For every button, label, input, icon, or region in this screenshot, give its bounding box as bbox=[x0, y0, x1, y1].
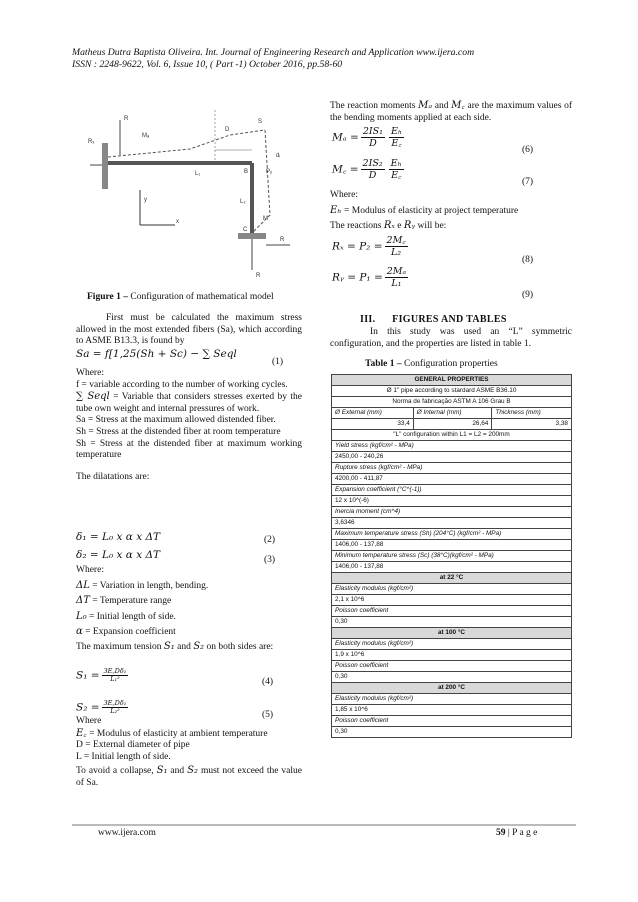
header-issn: ISSN : 2248-9622, Vol. 6, Issue 10, ( Part -1) October 2016, pp.58-60 bbox=[72, 59, 343, 70]
footer-page-number: 59 bbox=[496, 828, 506, 838]
collapse-text-b: and bbox=[167, 766, 188, 777]
table-cell-property-value: 12 x 10^(-6) bbox=[332, 496, 572, 507]
table-cell-elasticity-label: Elasticity modulus (kgf/cm²) bbox=[332, 584, 572, 595]
equation-7-numerator-1: 2IS₂ bbox=[362, 158, 383, 169]
figure-caption-label: Figure 1 – bbox=[87, 292, 128, 302]
equation-8-lhs: Rₓ = P₂ = bbox=[332, 240, 383, 253]
axis-y-label: y bbox=[144, 197, 147, 203]
table-cell-property-label: Inercia moment (cm^4) bbox=[332, 507, 572, 518]
table-row bbox=[332, 441, 572, 452]
table-row bbox=[332, 628, 572, 639]
label-di: dᵢ bbox=[276, 153, 281, 159]
section-heading: III. FIGURES AND TABLES bbox=[360, 314, 507, 325]
equation-8-denominator: L₂ bbox=[391, 247, 402, 258]
reactions-text-c: will be: bbox=[415, 221, 447, 232]
label-ma: Mₐ bbox=[142, 133, 150, 139]
def-alpha bbox=[76, 626, 302, 639]
table-row bbox=[332, 375, 572, 386]
label-mc: M bbox=[263, 216, 268, 222]
equation-5-lhs: S₂ = bbox=[76, 701, 100, 714]
reactions-intro bbox=[330, 220, 572, 233]
table-row bbox=[332, 540, 572, 551]
equation-1-number: (1) bbox=[272, 357, 284, 367]
def-d: D = External diameter of pipe bbox=[76, 740, 190, 751]
table-cell-property-value: 2450,00 - 240,26 bbox=[332, 452, 572, 463]
table-row bbox=[332, 694, 572, 705]
def-dt-text: = Temperature range bbox=[89, 596, 172, 607]
tension-text-b: and bbox=[174, 641, 194, 652]
table-cell-elasticity-value: 1,9 x 10^6 bbox=[332, 650, 572, 661]
table-cell-poisson-value: 0,30 bbox=[332, 727, 572, 738]
equation-4-denominator: L₁² bbox=[110, 675, 120, 683]
equation-7-denominator-1: D bbox=[368, 170, 377, 181]
equation-8 bbox=[332, 235, 410, 258]
table-row bbox=[332, 386, 572, 397]
def-dt bbox=[76, 595, 302, 608]
equation-9-lhs: Rᵧ = P₁ = bbox=[332, 271, 383, 284]
equation-4-number: (4) bbox=[262, 677, 274, 687]
table-cell-pipe: Ø 1" pipe according to stardard ASME B36.10 bbox=[332, 386, 572, 397]
table-cell-thickness: 3,38 bbox=[492, 419, 572, 430]
table-head-external: Ø External (mm) bbox=[332, 408, 414, 419]
dl-symbol: ΔL bbox=[76, 579, 90, 591]
equation-9-number: (9) bbox=[522, 290, 534, 300]
equation-5 bbox=[76, 700, 130, 715]
header-citation: Matheus Dutra Baptista Oliveira. Int. Journal of Engineering Research and Application www.ijera.com bbox=[72, 47, 475, 58]
equation-4-lhs: S₁ = bbox=[76, 669, 100, 682]
equation-5-number: (5) bbox=[262, 710, 274, 720]
equation-6-numerator-2: Eₕ bbox=[390, 126, 403, 137]
table-row bbox=[332, 419, 572, 430]
reactions-text-a: The reactions bbox=[330, 221, 384, 232]
table-cell-property-value: 1406,00 - 137,88 bbox=[332, 562, 572, 573]
label-py: Pᵧ bbox=[266, 169, 272, 175]
table-row bbox=[332, 485, 572, 496]
collapse-note bbox=[76, 765, 302, 789]
def-dl-text: = Variation in length, bending. bbox=[89, 580, 209, 591]
equation-4-fraction bbox=[102, 668, 129, 683]
table-row bbox=[332, 650, 572, 661]
ec-symbol: E꜀ bbox=[76, 727, 87, 739]
s2-symbol: S₂ bbox=[193, 640, 205, 652]
tension-intro bbox=[76, 641, 302, 654]
def-sc: Sh = Stress at the distended fiber at maximum working temperature bbox=[76, 438, 302, 461]
table-row bbox=[332, 507, 572, 518]
equation-5-denominator: L₂² bbox=[110, 707, 120, 715]
table-temperature-header: at 22 °C bbox=[332, 573, 572, 584]
equation-3: δ₂ = L₀ x α x ΔT bbox=[76, 549, 161, 561]
def-ec bbox=[76, 728, 302, 741]
table-row bbox=[332, 661, 572, 672]
figure-caption-text: Configuration of mathematical model bbox=[128, 292, 274, 302]
table-temperature-header: at 200 °C bbox=[332, 683, 572, 694]
table-cell-property-label: Rupture stress (kgf/cm² - MPa) bbox=[332, 463, 572, 474]
table-cell-poisson-value: 0,30 bbox=[332, 617, 572, 628]
where-label-2: Where: bbox=[76, 565, 104, 575]
table-cell-property-label: Minimum temperature stress (Sc) (38°C)(kgf/cm² - MPa) bbox=[332, 551, 572, 562]
collapse-s1: S₁ bbox=[156, 765, 168, 777]
label-b: B bbox=[244, 169, 249, 175]
table-row bbox=[332, 727, 572, 738]
footer-page bbox=[496, 828, 537, 838]
table-row bbox=[332, 397, 572, 408]
equation-7-denominator-2: E꜀ bbox=[391, 170, 402, 181]
table-cell-internal: 26,64 bbox=[413, 419, 492, 430]
def-sh: Sh = Stress at the distended fiber at room temperature bbox=[76, 426, 281, 437]
table-row bbox=[332, 639, 572, 650]
table-row bbox=[332, 595, 572, 606]
equation-6-frac-2 bbox=[389, 126, 404, 149]
alpha-symbol: α bbox=[76, 626, 83, 638]
dilatations-intro: The dilatations are: bbox=[76, 471, 150, 482]
figure-1-diagram bbox=[80, 95, 300, 280]
where-block-1 bbox=[76, 368, 302, 483]
def-eh bbox=[330, 205, 572, 218]
table-head-internal: Ø Internal (mm) bbox=[413, 408, 492, 419]
table-cell-elasticity-value: 1,85 x 10^6 bbox=[332, 705, 572, 716]
properties-table bbox=[331, 374, 572, 738]
equation-7-frac-1 bbox=[361, 158, 385, 181]
table-row bbox=[332, 584, 572, 595]
label-c: C bbox=[243, 227, 248, 233]
where-label-right: Where: bbox=[330, 190, 358, 200]
moments-text-a: The reaction moments bbox=[330, 101, 419, 111]
equation-7-numerator-2: Eₕ bbox=[390, 158, 402, 169]
def-dl bbox=[76, 580, 302, 593]
table-header-general: GENERAL PROPERTIES bbox=[332, 375, 572, 386]
table-row bbox=[332, 562, 572, 573]
label-d: D bbox=[225, 127, 230, 133]
label-l2: L₂ bbox=[240, 199, 246, 205]
equation-7-lhs: M꜀ = bbox=[332, 163, 359, 176]
equation-4 bbox=[76, 668, 130, 683]
table-cell-property-value: 3,6346 bbox=[332, 518, 572, 529]
def-l0 bbox=[76, 611, 302, 624]
def-l0-text: = Initial length of side. bbox=[86, 611, 176, 622]
equation-6-denominator-2: E꜀ bbox=[391, 138, 402, 149]
def-ec-text: = Modulus of elasticity at ambient temperature bbox=[86, 728, 268, 739]
def-eh-text: = Modulus of elasticity at project temperature bbox=[341, 205, 519, 216]
where-label: Where: bbox=[76, 368, 104, 378]
collapse-text-a: To avoid a collapse, bbox=[76, 766, 157, 777]
equation-5-fraction bbox=[102, 700, 129, 715]
table-cell-elasticity-label: Elasticity modulus (kgf/cm²) bbox=[332, 639, 572, 650]
moments-text-b: and bbox=[432, 101, 452, 111]
tension-text-c: on both sides are: bbox=[204, 641, 274, 652]
table-row bbox=[332, 430, 572, 441]
equation-6-numerator-1: 2IS₁ bbox=[362, 126, 383, 137]
table-temperature-header: at 100 °C bbox=[332, 628, 572, 639]
equation-9-frac bbox=[385, 266, 408, 289]
table-row bbox=[332, 683, 572, 694]
table-row bbox=[332, 452, 572, 463]
table-cell-property-label: Yield stress (kgf/cm² - MPa) bbox=[332, 441, 572, 452]
ry-symbol: Rᵧ bbox=[403, 220, 416, 232]
table-row bbox=[332, 408, 572, 419]
rx-symbol: Rₓ bbox=[383, 220, 395, 232]
axis-x-label: x bbox=[176, 219, 179, 225]
equation-5-numerator: 3E꜀Dδ₁ bbox=[103, 699, 127, 707]
where-block-2 bbox=[76, 565, 302, 654]
table-row bbox=[332, 496, 572, 507]
table-row bbox=[332, 606, 572, 617]
footer-url: www.ijera.com bbox=[98, 828, 156, 838]
equation-8-frac bbox=[385, 235, 408, 258]
equation-6 bbox=[332, 126, 406, 149]
table-caption-text: Configuration properties bbox=[401, 359, 498, 369]
footer-page-label: | P a g e bbox=[505, 828, 538, 838]
para-sa-text: First must be calculated the maximum stress allowed in the most extended fibers (Sa), which according to ASME B13.3, is found by bbox=[76, 313, 302, 347]
table-row bbox=[332, 551, 572, 562]
table-row bbox=[332, 474, 572, 485]
table-cell-lconf: "L" configuration within L1 = L2 = 200mm bbox=[332, 430, 572, 441]
equation-8-number: (8) bbox=[522, 255, 534, 265]
table-head-thickness: Thickness (mm) bbox=[492, 408, 572, 419]
table-cell-elasticity-value: 2,1 x 10^6 bbox=[332, 595, 572, 606]
equation-6-frac-1 bbox=[361, 126, 385, 149]
table-cell-external: 33,4 bbox=[332, 419, 414, 430]
running-header bbox=[72, 47, 572, 71]
equation-6-lhs: Mₐ = bbox=[332, 131, 359, 144]
label-ry-c: R bbox=[256, 273, 261, 279]
figure-caption bbox=[87, 292, 274, 302]
where-block-right bbox=[330, 190, 572, 233]
equation-7-frac-2 bbox=[389, 158, 404, 181]
equation-6-number: (6) bbox=[522, 145, 534, 155]
where-block-3 bbox=[76, 716, 302, 790]
where-label-3: Where bbox=[76, 716, 102, 726]
table-cell-property-value: 1406,00 - 137,88 bbox=[332, 540, 572, 551]
table-row bbox=[332, 463, 572, 474]
def-l: L = Initial length of side. bbox=[76, 751, 171, 762]
ma-symbol: Mₐ bbox=[418, 100, 433, 111]
seql-symbol: ∑ Seql bbox=[76, 391, 110, 403]
equation-8-numerator: 2M꜀ bbox=[386, 235, 406, 246]
table-cell-property-label: Maximum temperature stress (Sh) (204°C) (kgf/cm² - MPa) bbox=[332, 529, 572, 540]
def-seql-text: = Variable that considers stresses exerted by the tube own weight and internal pressures of work. bbox=[76, 392, 302, 414]
equation-6-denominator-1: D bbox=[369, 138, 377, 149]
dt-symbol: ΔT bbox=[76, 595, 90, 607]
table-caption bbox=[365, 359, 498, 369]
table-row bbox=[332, 705, 572, 716]
table-cell-property-label: Expansion coefficient (°C^(-1)) bbox=[332, 485, 572, 496]
def-sa: Sa = Stress at the maximum allowed distended fiber. bbox=[76, 415, 276, 426]
equation-2: δ₁ = L₀ x α x ΔT bbox=[76, 531, 161, 543]
table-cell-poisson-label: Poisson coefficient bbox=[332, 716, 572, 727]
moments-text-c: are the maximum values of the bending moments applied at each side. bbox=[330, 101, 572, 123]
equation-9-numerator: 2Mₐ bbox=[386, 266, 407, 277]
l0-symbol: L₀ bbox=[76, 610, 87, 622]
table-row bbox=[332, 573, 572, 584]
table-row bbox=[332, 716, 572, 727]
table-row bbox=[332, 529, 572, 540]
collapse-s2: S₂ bbox=[187, 765, 198, 777]
equation-1: Sa = f[1,25(Sh + Sc) − ∑ Seql bbox=[76, 348, 237, 360]
equation-7-number: (7) bbox=[522, 177, 534, 187]
collapse-text-c: must not exceed the value of Sa. bbox=[76, 766, 302, 788]
tension-text-a: The maximum tension bbox=[76, 641, 164, 652]
para-study bbox=[330, 327, 572, 350]
equation-4-numerator: 3E꜀Dδ₁ bbox=[103, 667, 127, 675]
eh-symbol: Eₕ bbox=[330, 204, 342, 216]
def-alpha-text: = Expansion coefficient bbox=[82, 627, 176, 638]
table-cell-poisson-value: 0,30 bbox=[332, 672, 572, 683]
def-f: f = variable according to the number of working cycles. bbox=[76, 379, 288, 390]
moments-intro bbox=[330, 100, 572, 124]
para-study-text: In this study was used an “L” symmetric configuration, and the properties are listed in table 1. bbox=[330, 327, 572, 349]
label-l1: L₁ bbox=[195, 171, 201, 177]
label-rx: Rₓ bbox=[88, 139, 95, 145]
equation-9 bbox=[332, 266, 410, 289]
table-cell-norma: Norma de fabricação ASTM A 106 Grau B bbox=[332, 397, 572, 408]
table-row bbox=[332, 672, 572, 683]
mc-symbol: M꜀ bbox=[451, 100, 465, 111]
reactions-text-b: e bbox=[394, 221, 404, 232]
def-seql bbox=[76, 391, 302, 415]
table-cell-property-value: 4200,00 - 411,87 bbox=[332, 474, 572, 485]
table-row bbox=[332, 518, 572, 529]
table-cell-poisson-label: Poisson coefficient bbox=[332, 661, 572, 672]
table-cell-poisson-label: Poisson coefficient bbox=[332, 606, 572, 617]
equation-7 bbox=[332, 158, 406, 181]
label-rc: R bbox=[280, 237, 285, 243]
label-s: S bbox=[258, 119, 263, 125]
table-caption-label: Table 1 – bbox=[365, 359, 402, 369]
equation-2-number: (2) bbox=[264, 535, 276, 545]
equation-3-number: (3) bbox=[264, 555, 276, 565]
s1-symbol: S₁ bbox=[163, 640, 175, 652]
table-cell-elasticity-label: Elasticity modulus (kgf/cm²) bbox=[332, 694, 572, 705]
table-row bbox=[332, 617, 572, 628]
para-sa bbox=[76, 313, 302, 348]
equation-9-denominator: L₁ bbox=[391, 278, 402, 289]
label-ry-a: R bbox=[124, 116, 129, 122]
